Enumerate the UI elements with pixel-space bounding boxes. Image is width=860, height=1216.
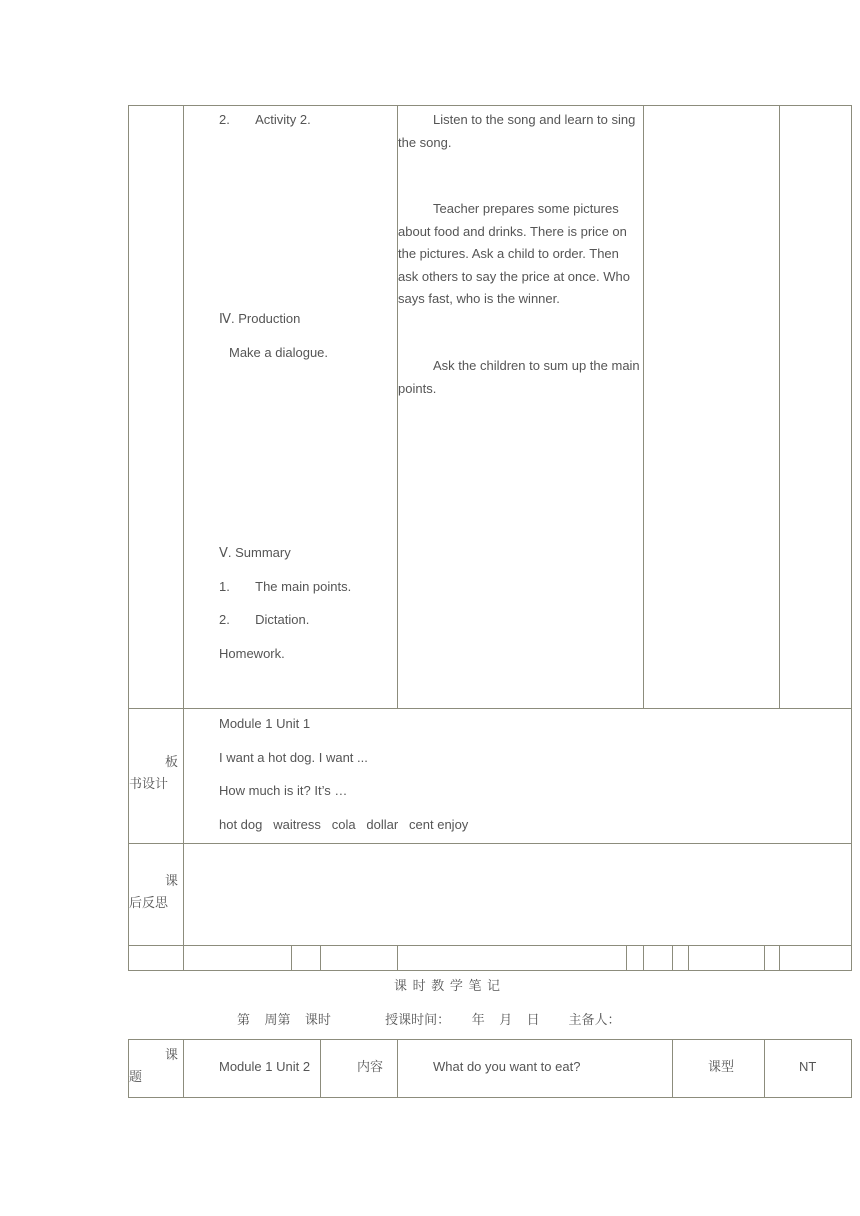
teacher-note: Listen to the song and learn to sing the song.	[398, 112, 636, 150]
topic-label: 题	[129, 1069, 143, 1084]
board-design-label: 书设计	[129, 776, 169, 791]
notes-info-line: 第 周第 课时 授课时间： 年 月 日 主备人：	[237, 1012, 621, 1027]
homework-label: Homework.	[219, 646, 285, 661]
summary-item: 1. The main points.	[219, 579, 352, 594]
topic-label: 课	[165, 1047, 179, 1062]
production-task: Make a dialogue.	[229, 345, 329, 360]
type-label: 课型	[708, 1059, 735, 1074]
type-value: NT	[799, 1059, 817, 1074]
teacher-note: Teacher prepares some pictures about food and drinks. There is price on the pictures. Ask a child to order. Then ask others to say the price at once. Who says fast, who is the winner.	[398, 201, 630, 306]
production-heading: Ⅳ. Production	[219, 311, 301, 326]
content-value: What do you want to eat?	[433, 1059, 581, 1074]
summary-heading: Ⅴ. Summary	[219, 545, 291, 560]
board-line: hot dog waitress cola dollar cent enjoy	[219, 817, 469, 832]
reflection-label: 课	[165, 873, 179, 888]
board-line: Module 1 Unit 1	[219, 716, 311, 731]
board-line: I want a hot dog. I want ...	[219, 750, 368, 765]
activity-label: 2. Activity 2.	[219, 112, 311, 127]
summary-item: 2. Dictation.	[219, 612, 310, 627]
topic-value: Module 1 Unit 2	[219, 1059, 311, 1074]
reflection-label: 后反思	[129, 895, 169, 910]
notes-title: 课 时 教 学 笔 记	[394, 978, 502, 993]
board-line: How much is it? It’s …	[219, 783, 348, 798]
board-design-label: 板	[165, 754, 179, 769]
content-label: 内容	[357, 1059, 384, 1074]
teacher-note: Ask the children to sum up the main points.	[398, 358, 640, 396]
